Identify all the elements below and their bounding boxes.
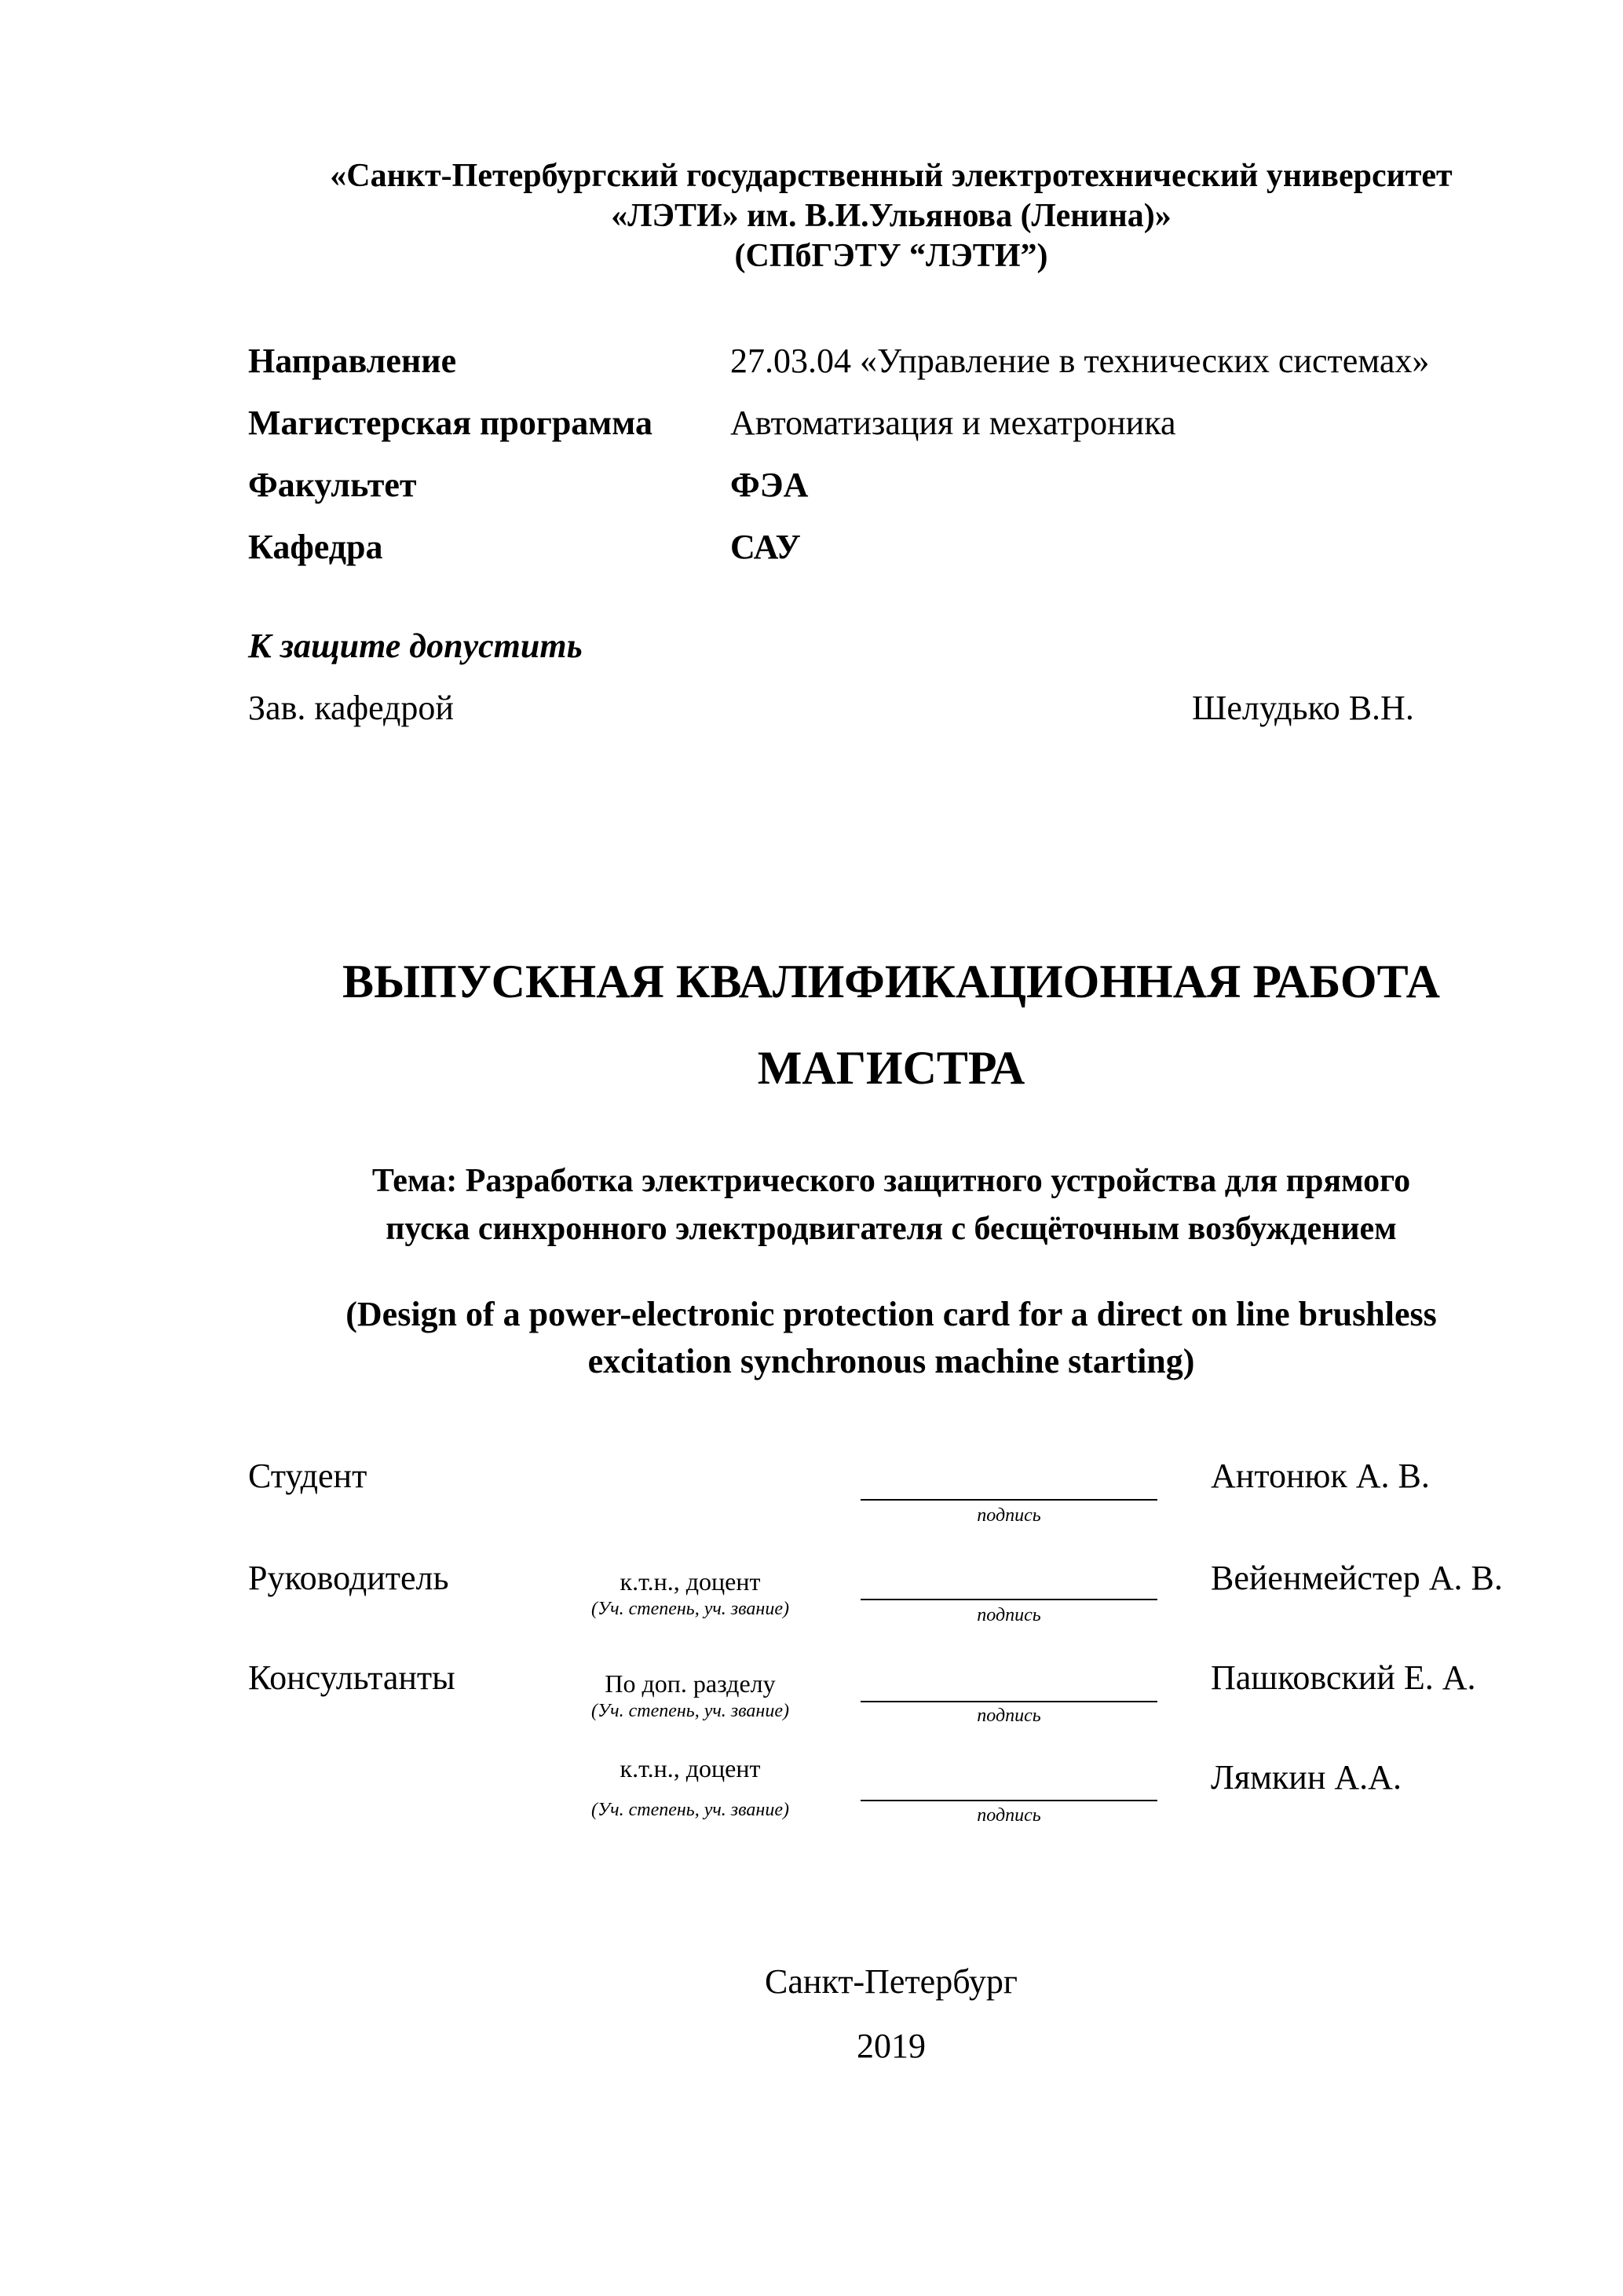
consultant2-degree: к.т.н., доцент: [620, 1754, 761, 1782]
faculty-value: ФЭА: [730, 466, 809, 504]
consultant1-degree: По доп. разделу: [605, 1669, 776, 1698]
consultant2-signature-line: [861, 1800, 1157, 1801]
supervisor-degree: к.т.н., доцент: [620, 1567, 761, 1596]
footer-city: Санкт-Петербург: [765, 1962, 1018, 2001]
consultants-role: Консультанты: [248, 1658, 455, 1697]
university-name-line2: «ЛЭТИ» им. В.И.Ульянова (Ленина)»: [611, 198, 1172, 234]
university-name-line1: «Санкт-Петербургский государственный электротехнический университет: [330, 158, 1453, 194]
university-abbreviation: (СПбГЭТУ “ЛЭТИ”): [734, 238, 1048, 274]
direction-label: Направление: [248, 342, 457, 380]
direction-value: 27.03.04 «Управление в технических системах»: [730, 342, 1430, 380]
consultant1-name: Пашковский Е. А.: [1211, 1658, 1476, 1697]
document-title-line2: МАГИСТРА: [757, 1042, 1025, 1094]
program-value: Автоматизация и мехатроника: [730, 404, 1176, 442]
department-label: Кафедра: [248, 528, 383, 566]
consultant1-signature-caption: подпись: [977, 1706, 1041, 1726]
student-role: Студент: [248, 1457, 367, 1495]
document-title-line1: ВЫПУСКНАЯ КВАЛИФИКАЦИОННАЯ РАБОТА: [342, 956, 1440, 1007]
consultant1-degree-caption: (Уч. степень, уч. звание): [591, 1701, 789, 1721]
admission-role: Зав. кафедрой: [248, 689, 454, 727]
footer-year: 2019: [857, 2027, 926, 2065]
supervisor-role: Руководитель: [248, 1559, 449, 1597]
consultant2-degree-caption: (Уч. степень, уч. звание): [591, 1800, 789, 1820]
student-signature-caption: подпись: [977, 1505, 1041, 1526]
topic-ru-line2: пуска синхронного электродвигателя с бесщёточным возбуждением: [386, 1211, 1397, 1247]
faculty-label: Факультет: [248, 466, 417, 504]
consultant1-signature-line: [861, 1701, 1157, 1702]
student-name: Антонюк А. В.: [1211, 1457, 1430, 1495]
department-value: САУ: [730, 528, 801, 566]
admission-name: Шелудько В.Н.: [1192, 689, 1414, 727]
topic-en-line1: (Design of a power-electronic protection card for a direct on line brushless: [345, 1295, 1437, 1333]
student-signature-line: [861, 1499, 1157, 1501]
program-label: Магистерская программа: [248, 404, 652, 442]
consultant2-signature-caption: подпись: [977, 1805, 1041, 1826]
admission-heading: К защите допустить: [248, 627, 583, 665]
consultant2-name: Лямкин А.А.: [1211, 1758, 1402, 1797]
supervisor-degree-caption: (Уч. степень, уч. звание): [591, 1599, 789, 1619]
supervisor-signature-caption: подпись: [977, 1605, 1041, 1625]
topic-en-line2: excitation synchronous machine starting): [587, 1342, 1195, 1380]
supervisor-name: Вейенмейстер А. В.: [1211, 1559, 1503, 1597]
supervisor-signature-line: [861, 1599, 1157, 1600]
topic-ru-line1: Тема: Разработка электрического защитного устройства для прямого: [371, 1163, 1411, 1199]
